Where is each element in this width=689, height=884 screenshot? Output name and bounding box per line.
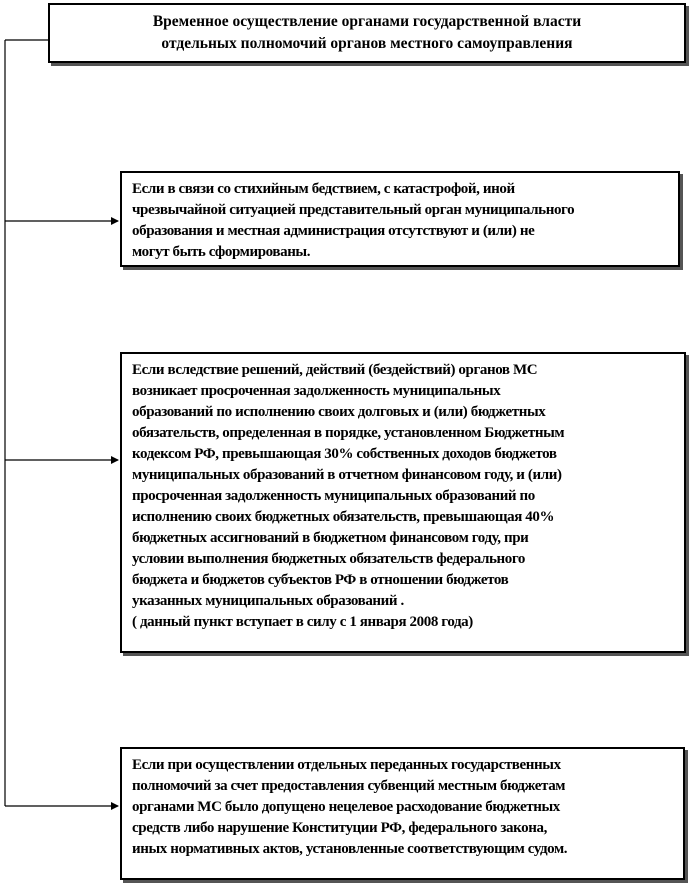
condition-box-3 (120, 747, 685, 880)
condition-box-1 (120, 171, 680, 267)
condition-box-2 (120, 352, 686, 653)
condition-text-1: Если в связи со стихийным бедствием, с катастрофой, иной чрезвычайной ситуацией представительный орган муниципального образования и местная администрация отсутствуют и (или) не могут быть сформированы. (132, 181, 575, 260)
condition-text-3: Если при осуществлении отдельных переданных государственных полномочий за счет предоставления субвенций местным бюджетам органами МС было допущено нецелевое расходование бюджетных средств либо нарушение Конституции РФ, федерального закона, иных нормативных актов, установленные соответствующим судом. (132, 757, 568, 857)
condition-text-2: Если вследствие решений, действий (бездействий) органов МС возникает просроченная задолженность муниципальных образований по исполнению своих долговых и (или) бюджетных обязательств, определенная в порядке, установленном Бюджетным кодексом РФ, превышающая 30% собственных доходов бюджетов муниципальных образований в отчетном финансовом году, и (или) просроченная задолженность муниципальных образований по исполнению своих бюджетных обязательств, превышающая 40% бюджетных ассигнований в бюджетном финансовом году, при условии выполнения бюджетных обязательств федерального бюджета и бюджетов субъектов РФ в отношении бюджетов указанных муниципальных образований . ( данный пункт вступает в силу с 1 января 2008 года) (132, 362, 565, 630)
connector-trunk (5, 40, 48, 806)
diagram-title: Временное осуществление органами государственной власти отдельных полномочий органов местного самоуправления (152, 13, 582, 52)
title-box (48, 3, 686, 63)
